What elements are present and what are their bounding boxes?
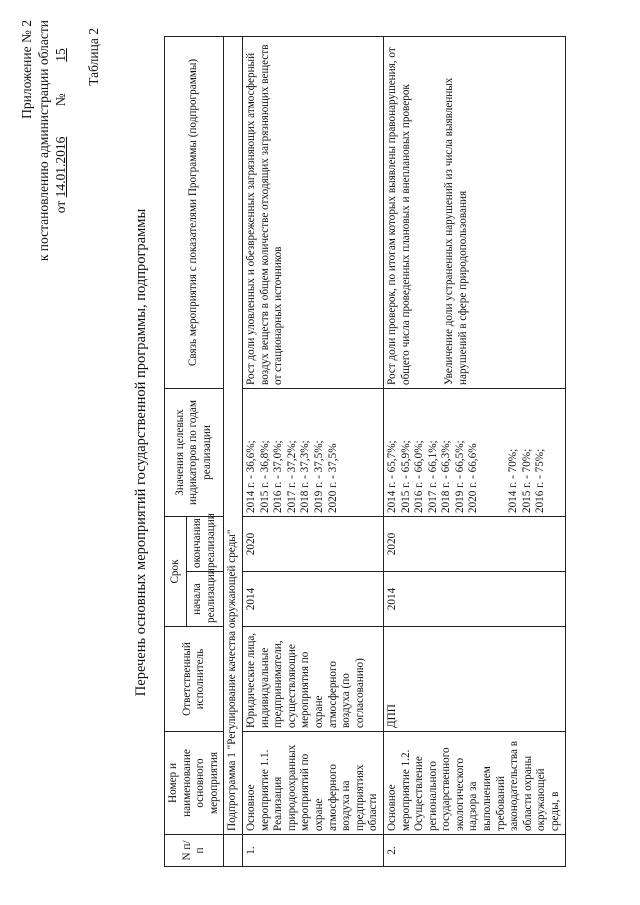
table-label: Таблица 2 (86, 28, 101, 86)
measure-executor: ДПП (383, 627, 565, 732)
indicator-value: 2016 г. - 66,0%; (413, 440, 426, 513)
row-number: 1. (242, 835, 383, 867)
measure-link-text-2: Увеличение доли устраненных нарушений из числа выявленных нарушений в сфере природопользования (443, 77, 469, 385)
measure-name: Основное мероприятие 1.2. Осуществление регионального государственного экологического надзора за выполнением требований законодательства в области охраны окружающей среды, в (383, 732, 565, 835)
measure-indicators (242, 389, 383, 517)
measure-executor: Юридические лица, индивидуальные предприниматели, осуществляющие мероприятия по охране атмосферного воздуха (по согласованию) (242, 627, 383, 732)
indicator-value: 2018 г. - 66,3%; (440, 440, 453, 513)
indicator-value: 2015 г. - 70%; (520, 448, 533, 513)
subprogram-num-cell (224, 835, 243, 867)
measure-start: 2014 (242, 572, 383, 627)
indicator-value: 2020 г. - 37,5% (326, 443, 339, 513)
measure-link (383, 37, 565, 389)
col-header-end: окончания реализации (186, 517, 224, 572)
measure-end: 2020 (242, 517, 383, 572)
measure-indicators (383, 389, 565, 517)
indicator-value: 2017 г. - 37,2%; (285, 440, 298, 513)
measure-name: Основное мероприятие 1.1. Реализация природоохранных мероприятий по охране атмосферного воздуха на предприятиях области (242, 732, 383, 835)
table-row (242, 37, 383, 867)
document-header (18, 20, 69, 350)
indicator-value: 2019 г. - 66,5%; (453, 440, 466, 513)
measures-table (164, 36, 566, 867)
row-number: 2. (383, 835, 565, 867)
decree-date-line (52, 20, 69, 350)
col-header-executor: Ответственный исполнитель (165, 627, 224, 732)
indicator-value: 2014 г. - 70%; (507, 448, 520, 513)
measure-end: 2020 (383, 517, 565, 572)
indicator-value: 2016 г. - 37,0%; (272, 440, 285, 513)
indicator-value: 2015 г. - 65,9%; (399, 440, 412, 513)
col-header-indicators: Значения целевых индикаторов по годам реализации (165, 389, 224, 517)
indicator-value: 2014 г. - 36,6%; (244, 440, 257, 513)
number-prefix: № (53, 93, 68, 107)
link-spacer (413, 40, 443, 385)
table-row (383, 37, 565, 867)
indicator-spacer (481, 392, 507, 513)
indicator-value: 2017 г. - 66,1%; (426, 440, 439, 513)
col-header-term: Срок (165, 517, 187, 627)
page-title: Перечень основных мероприятий государственной программы, подпрограммы (133, 208, 149, 697)
appendix-label: Приложение № 2 (19, 20, 34, 119)
indicator-value: 2015 г. - 36,8%; (258, 440, 271, 513)
decree-number: 15 (53, 48, 68, 62)
decree-date: 14.01.2016 (53, 136, 68, 198)
measure-link: Рост доли уловленных и обезвреженных загрязняющих атмосферный воздух веществ в общем количестве отходящих загрязняющих веществ от стационарных источников (242, 37, 383, 389)
col-header-start: начала реализации (186, 572, 224, 627)
indicator-value: 2018 г. - 37,3%; (299, 440, 312, 513)
col-header-num: N п/п (165, 835, 224, 867)
date-prefix: от (53, 200, 68, 214)
decree-line: к постановлению администрации области (36, 20, 51, 262)
col-header-link: Связь мероприятия с показателями Программы (подпрограммы) (165, 37, 224, 389)
measure-start: 2014 (383, 572, 565, 627)
indicator-value: 2014 г. - 65,7%; (385, 440, 398, 513)
indicator-value: 2019 г. - 37,5%; (312, 440, 325, 513)
measure-link-text: Рост доли проверок, по итогам которых выявлены правонарушения, от общего числа проведенных плановых и внеплановых проверок (385, 47, 412, 385)
indicator-value: 2016 г. - 75%; (534, 448, 547, 513)
subprogram-heading: Подпрограмма 1 "Регулирование качества окружающей среды" (224, 37, 243, 835)
indicator-value: 2020 г. - 66,6% (467, 443, 480, 513)
col-header-name: Номер и наименование основного мероприятия (165, 732, 224, 835)
